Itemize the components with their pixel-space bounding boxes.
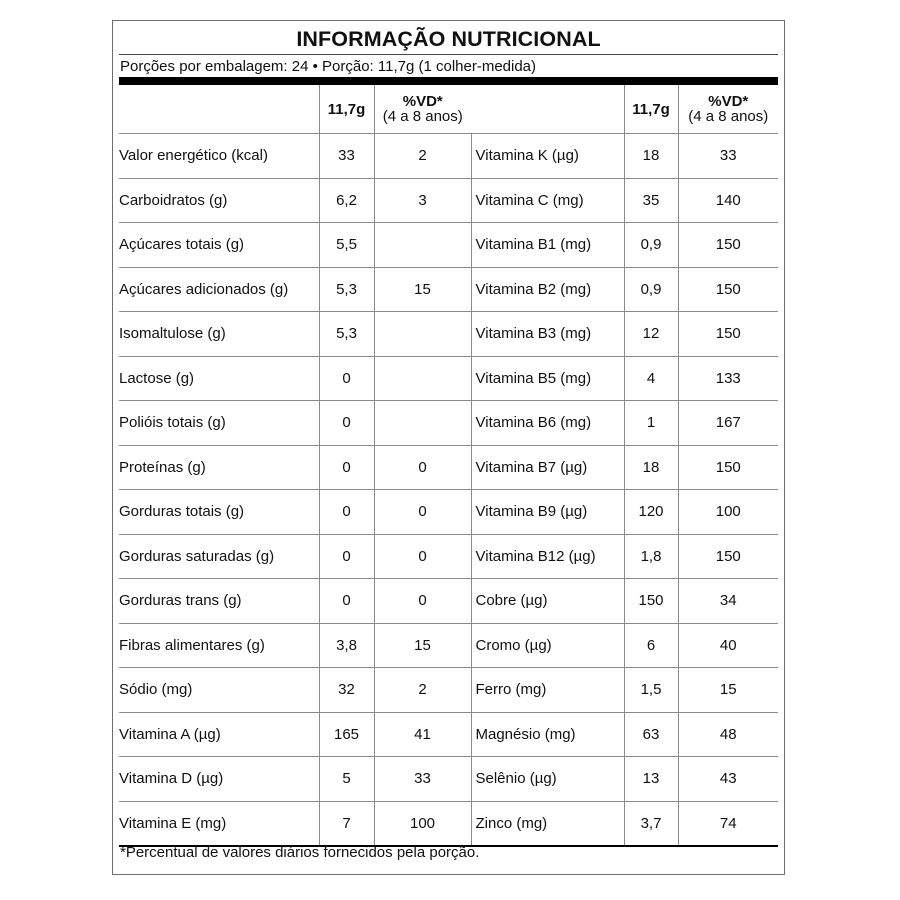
vd-left [374,312,471,357]
nutrient-name-left: Isomaltulose (g) [119,312,319,357]
thick-divider [119,77,778,85]
amount-left: 5 [319,757,374,802]
vd-left: 2 [374,134,471,179]
header-amount-left: 11,7g [319,85,374,134]
nutrient-name-right: Ferro (mg) [471,668,624,713]
vd-left: 3 [374,178,471,223]
nutrient-name-left: Valor energético (kcal) [119,134,319,179]
amount-left: 33 [319,134,374,179]
table-row [119,445,778,490]
amount-left: 0 [319,534,374,579]
table-row [119,490,778,535]
amount-left: 0 [319,401,374,446]
amount-left: 0 [319,356,374,401]
nutrient-name-right: Vitamina K (µg) [471,134,624,179]
table-row [119,356,778,401]
amount-left: 165 [319,712,374,757]
vd-right: 100 [678,490,778,535]
vd-left: 15 [374,267,471,312]
nutrient-name-left: Carboidratos (g) [119,178,319,223]
amount-right: 18 [624,134,678,179]
table-row [119,534,778,579]
vd-right: 34 [678,579,778,624]
vd-right: 140 [678,178,778,223]
nutrient-name-right: Vitamina C (mg) [471,178,624,223]
nutrient-name-right: Cobre (µg) [471,579,624,624]
nutrient-name-left: Fibras alimentares (g) [119,623,319,668]
table-row [119,401,778,446]
header-vd-right: %VD* (4 a 8 anos) [678,85,778,134]
table-header-row [119,85,778,134]
vd-right: 48 [678,712,778,757]
amount-left: 32 [319,668,374,713]
amount-right: 0,9 [624,267,678,312]
title-divider [119,54,778,55]
nutrient-name-right: Zinco (mg) [471,801,624,846]
table-row [119,267,778,312]
nutrient-name-right: Vitamina B12 (µg) [471,534,624,579]
vd-right: 43 [678,757,778,802]
nutrient-name-right: Vitamina B3 (mg) [471,312,624,357]
amount-right: 1 [624,401,678,446]
nutrient-name-left: Proteínas (g) [119,445,319,490]
vd-right: 150 [678,267,778,312]
nutrient-name-right: Vitamina B2 (mg) [471,267,624,312]
amount-left: 0 [319,490,374,535]
vd-left: 2 [374,668,471,713]
vd-left [374,223,471,268]
amount-left: 7 [319,801,374,846]
vd-right: 150 [678,312,778,357]
nutrition-facts-panel [112,20,785,875]
vd-right: 15 [678,668,778,713]
nutrient-name-left: Vitamina E (mg) [119,801,319,846]
vd-left [374,356,471,401]
nutrient-name-right: Vitamina B9 (µg) [471,490,624,535]
nutrient-name-right: Selênio (µg) [471,757,624,802]
table-row [119,223,778,268]
amount-left: 0 [319,445,374,490]
vd-right: 150 [678,223,778,268]
vd-left: 0 [374,490,471,535]
footnote: *Percentual de valores diários fornecidos pela porção. [120,844,480,861]
table-row [119,178,778,223]
vd-left: 0 [374,579,471,624]
nutrient-name-right: Vitamina B7 (µg) [471,445,624,490]
table-row [119,134,778,179]
amount-right: 1,8 [624,534,678,579]
header-amount-right: 11,7g [624,85,678,134]
nutrient-name-left: Açúcares totais (g) [119,223,319,268]
table-row [119,312,778,357]
amount-right: 63 [624,712,678,757]
table-title: INFORMAÇÃO NUTRICIONAL [296,27,601,51]
amount-right: 120 [624,490,678,535]
amount-left: 6,2 [319,178,374,223]
amount-left: 5,5 [319,223,374,268]
nutrient-name-right: Vitamina B6 (mg) [471,401,624,446]
vd-right: 150 [678,534,778,579]
header-blank-left [119,85,319,134]
amount-left: 0 [319,579,374,624]
servings-line: Porções por embalagem: 24 • Porção: 11,7g (1 colher-medida) [120,58,537,75]
table-row [119,801,778,846]
nutrient-name-left: Sódio (mg) [119,668,319,713]
amount-right: 12 [624,312,678,357]
vd-left: 100 [374,801,471,846]
amount-right: 6 [624,623,678,668]
nutrient-name-left: Vitamina D (µg) [119,757,319,802]
amount-left: 5,3 [319,312,374,357]
vd-right: 133 [678,356,778,401]
header-vd-left: %VD* (4 a 8 anos) [374,85,471,134]
amount-right: 18 [624,445,678,490]
vd-left: 33 [374,757,471,802]
nutrient-name-right: Magnésio (mg) [471,712,624,757]
amount-left: 3,8 [319,623,374,668]
nutrient-name-left: Açúcares adicionados (g) [119,267,319,312]
vd-right: 150 [678,445,778,490]
nutrient-name-right: Vitamina B5 (mg) [471,356,624,401]
nutrient-name-left: Vitamina A (µg) [119,712,319,757]
vd-right: 74 [678,801,778,846]
nutrient-name-right: Cromo (µg) [471,623,624,668]
nutrient-name-left: Gorduras trans (g) [119,579,319,624]
vd-right: 167 [678,401,778,446]
vd-right: 40 [678,623,778,668]
table-row [119,623,778,668]
amount-right: 35 [624,178,678,223]
amount-right: 150 [624,579,678,624]
header-blank-right [471,85,624,134]
table-row [119,579,778,624]
nutrient-name-right: Vitamina B1 (mg) [471,223,624,268]
amount-right: 0,9 [624,223,678,268]
amount-right: 13 [624,757,678,802]
table-row [119,757,778,802]
amount-right: 4 [624,356,678,401]
vd-left: 41 [374,712,471,757]
amount-left: 5,3 [319,267,374,312]
table-row [119,712,778,757]
vd-left [374,401,471,446]
vd-left: 0 [374,445,471,490]
amount-right: 1,5 [624,668,678,713]
nutrient-name-left: Polióis totais (g) [119,401,319,446]
vd-left: 15 [374,623,471,668]
nutrition-table [119,85,778,847]
amount-right: 3,7 [624,801,678,846]
nutrient-name-left: Gorduras totais (g) [119,490,319,535]
vd-right: 33 [678,134,778,179]
nutrient-name-left: Lactose (g) [119,356,319,401]
nutrient-name-left: Gorduras saturadas (g) [119,534,319,579]
vd-left: 0 [374,534,471,579]
table-row [119,668,778,713]
